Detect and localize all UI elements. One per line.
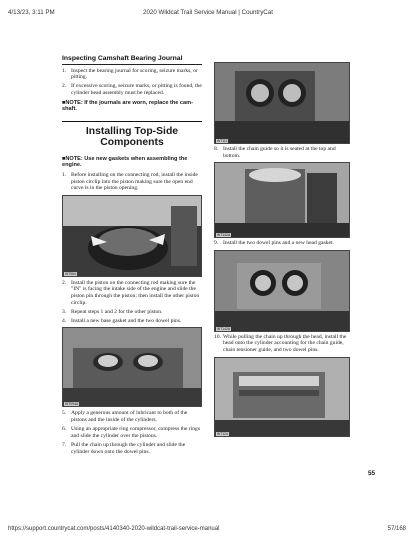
photo-code: WT064 <box>65 271 76 276</box>
photo-dowel-pins-gasket <box>214 250 350 332</box>
print-datetime: 4/13/23, 3:11 PM <box>8 9 55 16</box>
photo-cylinder-installed <box>214 62 350 144</box>
photo-code: WT142A <box>217 326 231 331</box>
photo-code: WT142A <box>217 233 231 238</box>
photo-chain-guide <box>214 162 350 238</box>
photo-code: WT094A <box>65 402 79 407</box>
page-number: 55 <box>368 470 376 477</box>
step-item: 1. Inspect the bearing journal for scoring, seizure marks, or pitting. <box>62 67 198 81</box>
step-item: 6. Using an appropriate ring compressor, compress the rings and slide the cylinder over the pistons. <box>62 426 201 439</box>
note-journals: ■NOTE: If the journals are worn, replace the cam-shaft. <box>62 99 193 113</box>
print-page-counter: 57/168 <box>387 526 406 532</box>
note-gaskets: ■NOTE: Use new gaskets when assembling the engine. <box>62 155 188 169</box>
step-item: 2. If excessive scoring, seizure marks, or pitting is found, the cylinder head assembly must be replaced. <box>62 83 202 96</box>
left-column <box>62 56 202 458</box>
photo-head-installed <box>214 357 350 437</box>
step-item: 5. Apply a generous amount of lubricant to both of the pistons and the inside of the cylinders. <box>62 410 188 424</box>
photo-code: WT124 <box>217 431 228 436</box>
photo-base-gasket <box>62 327 202 407</box>
step-item: 7. Pull the chain up through the cylinder and slide the cylinder down onto the dowel pins. <box>62 442 186 455</box>
right-column <box>214 62 350 437</box>
print-page-title: 2020 Wildcat Trail Service Manual | CountryCat <box>143 9 273 16</box>
section-title-installing: Installing Top-Side Components <box>62 121 202 148</box>
print-header <box>0 0 416 16</box>
step-item: 3. Repeat steps 1 and 2 for the other piston. <box>62 308 163 315</box>
section-title-inspecting: Inspecting Camshaft Bearing Journal <box>62 56 202 65</box>
step-item: 1. Before installing on the connecting rod, install the inside piston circlip into the piston making sure the open end curve is in the piston opening. <box>62 171 198 192</box>
step-item: 8. Install the chain guide so it is seated at the top and bottom. <box>214 146 336 159</box>
step-item: 4. Install a new base gasket and the two dowel pins. <box>62 317 182 324</box>
step-item: 2. Install the piston on the connecting rod making sure the "IN" is facing the intake side of the engine and slide the piston pin through the piston; then install the other piston circlip. <box>62 279 200 306</box>
print-footer <box>0 524 416 538</box>
step-item: 9. Install the two dowel pins and a new head gasket. <box>214 240 334 247</box>
photo-piston-circlip <box>62 195 202 277</box>
step-item: 10. While pulling the chain up through the head, install the head onto the cylinder accounting for the chain guide, chain tensioner guide, and two dowel pins. <box>214 333 347 353</box>
print-url: https://support.countrycat.com/posts/4140340-2020-wildcat-trail-service-manual <box>8 526 220 532</box>
photo-code: WT111 <box>217 139 228 143</box>
